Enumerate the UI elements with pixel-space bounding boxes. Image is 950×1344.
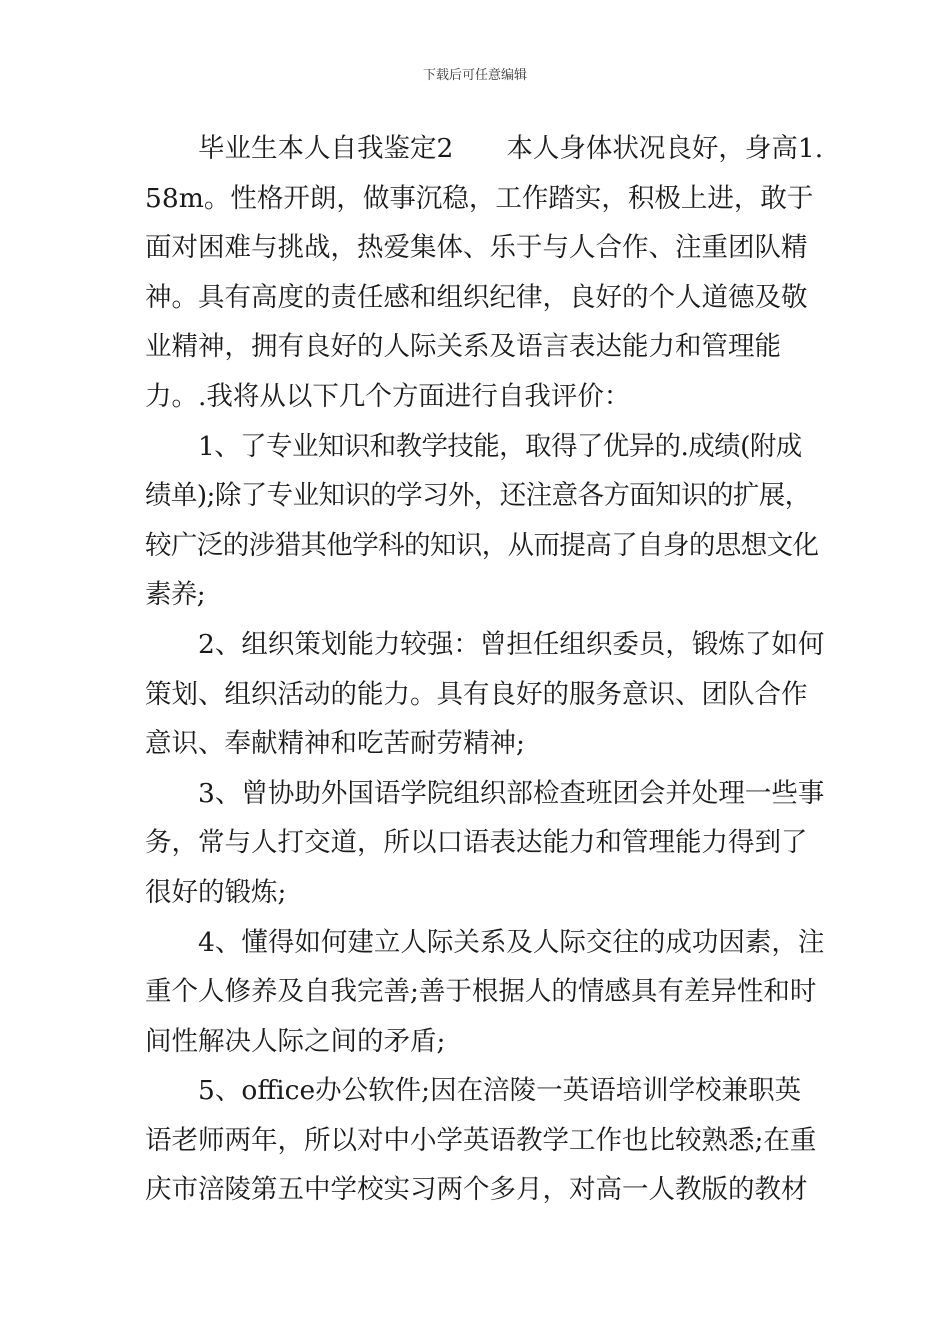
paragraph-intro: 毕业生本人自我鉴定2 本人身体状况良好，身高1.58m。性格开朗，做事沉稳，工作踏实，积极上进，敢于面对困难与挑战，热爱集体、乐于与人合作、注重团队精神。具有高度的责任感和组织纪律，良好的个人道德及敬业精神，拥有良好的人际关系及语言表达能力和管理能力。.我将从以下几个方面进行自我评价：: [145, 133, 824, 412]
paragraph-item-1: 1、了专业知识和教学技能，取得了优异的.成绩(附成绩单);除了专业知识的学习外，还注意各方面知识的扩展，较广泛的涉猎其他学科的知识，从而提高了自身的思想文化素养;: [145, 430, 819, 611]
paragraph-item-4: 4、懂得如何建立人际关系及人际交往的成功因素，注重个人修养及自我完善;善于根据人的情感具有差异性和时间性解决人际之间的矛盾;: [145, 926, 825, 1057]
paragraph-item-5: 5、office办公软件;因在涪陵一英语培训学校兼职英语老师两年，所以对中小学英语教学工作也比较熟悉;在重庆市涪陵第五中学校实习两个多月，对高一人教版的教材: [145, 1075, 817, 1206]
paragraph-item-2: 2、组织策划能力较强：曾担任组织委员，锻炼了如何策划、组织活动的能力。具有良好的服务意识、团队合作意识、奉献精神和吃苦耐劳精神;: [145, 628, 825, 760]
document-body: [145, 124, 825, 1215]
paragraph-item-3: 3、曾协助外国语学院组织部检查班团会并处理一些事务，常与人打交道，所以口语表达能力和管理能力得到了很好的锻炼;: [145, 777, 825, 908]
page-header: 下载后可任意编辑: [422, 68, 527, 83]
